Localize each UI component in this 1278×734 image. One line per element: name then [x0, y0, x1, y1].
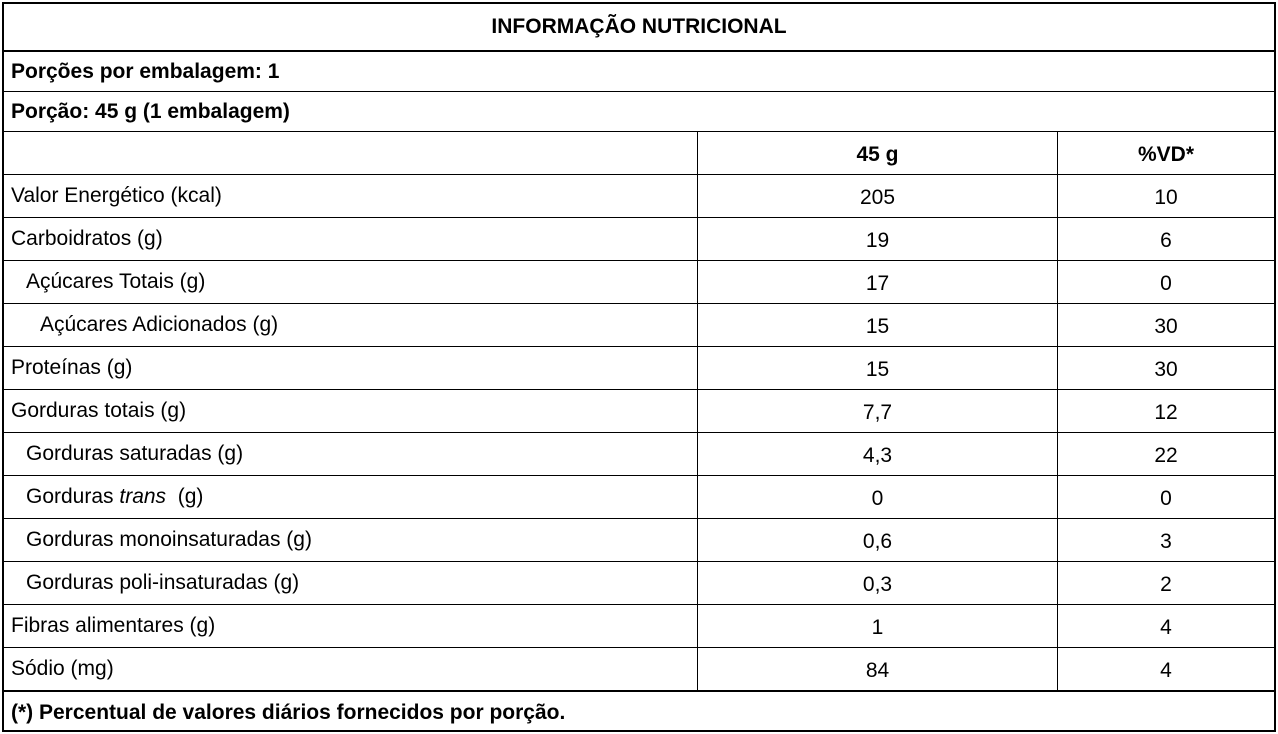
table-title-text: INFORMAÇÃO NUTRICIONAL [491, 15, 787, 38]
nutrient-quantity [698, 347, 1058, 389]
nutrient-name: Gorduras monoinsaturadas (g) [4, 519, 698, 561]
table-row [4, 218, 1274, 261]
table-row [4, 433, 1274, 476]
nutrient-name: Gorduras saturadas (g) [4, 433, 698, 475]
nutrient-daily-value [1058, 519, 1274, 561]
nutrient-daily-value [1058, 648, 1274, 690]
nutrient-daily-value [1058, 175, 1274, 217]
column-header-name [4, 132, 698, 174]
serving-size-text: Porção: 45 g (1 embalagem) [11, 99, 290, 123]
nutrient-daily-value-text: 0 [1160, 487, 1172, 510]
nutrient-name: Gorduras totais (g) [4, 390, 698, 432]
nutrient-name-suffix: (g) [166, 485, 204, 508]
footnote-row [4, 691, 1274, 733]
nutrient-daily-value-text: 2 [1160, 573, 1172, 596]
serving-size-row [4, 92, 1274, 132]
nutrient-daily-value [1058, 562, 1274, 604]
nutrient-quantity [698, 476, 1058, 518]
column-header-daily-value [1058, 132, 1274, 174]
nutrient-daily-value-text: 10 [1154, 186, 1178, 209]
nutrient-daily-value [1058, 304, 1274, 346]
nutrient-quantity-text: 15 [865, 358, 890, 381]
table-row [4, 390, 1274, 433]
column-header-daily-value-text: %VD* [1137, 143, 1195, 166]
nutrient-quantity-text: 4,3 [862, 444, 893, 467]
nutrient-quantity-text: 17 [865, 272, 890, 295]
nutrient-name: Sódio (mg) [4, 648, 698, 690]
table-row [4, 347, 1274, 390]
nutrient-daily-value [1058, 390, 1274, 432]
table-row [4, 261, 1274, 304]
nutrient-daily-value-text: 6 [1160, 229, 1172, 252]
nutrient-quantity [698, 175, 1058, 217]
nutrient-quantity-text: 0,3 [862, 573, 893, 596]
nutrient-name: Gorduras poli-insaturadas (g) [4, 562, 698, 604]
nutrient-daily-value-text: 30 [1154, 358, 1178, 381]
column-header-quantity [698, 132, 1058, 174]
nutrient-quantity [698, 261, 1058, 303]
nutrient-quantity-text: 15 [865, 315, 890, 338]
nutrient-daily-value-text: 0 [1160, 272, 1172, 295]
nutrient-quantity-text: 7,7 [862, 401, 893, 424]
nutrient-quantity-text: 1 [871, 616, 884, 639]
nutrient-name: Açúcares Adicionados (g) [4, 304, 698, 346]
nutrient-name: Proteínas (g) [4, 347, 698, 389]
table-row [4, 562, 1274, 605]
nutrient-quantity [698, 605, 1058, 647]
footnote-text: (*) Percentual de valores diários fornecidos por porção. [11, 700, 566, 724]
nutrient-name [4, 476, 698, 518]
table-row [4, 648, 1274, 691]
table-row [4, 519, 1274, 562]
nutrient-quantity [698, 218, 1058, 260]
nutrient-quantity [698, 304, 1058, 346]
nutrient-name-italic: trans [119, 485, 167, 508]
nutrition-facts-table [2, 2, 1276, 732]
nutrient-quantity [698, 433, 1058, 475]
nutrient-name-prefix: Gorduras [26, 485, 120, 508]
nutrient-quantity-text: 205 [859, 186, 896, 209]
servings-per-package-text: Porções por embalagem: 1 [11, 59, 280, 83]
column-header-row [4, 132, 1274, 175]
nutrient-quantity-text: 0 [871, 487, 884, 510]
nutrient-name: Fibras alimentares (g) [4, 605, 698, 647]
nutrient-daily-value-text: 22 [1154, 444, 1178, 467]
nutrient-name: Açúcares Totais (g) [4, 261, 698, 303]
column-header-quantity-text: 45 g [856, 143, 899, 166]
servings-per-package-row [4, 52, 1274, 92]
table-row [4, 175, 1274, 218]
nutrient-daily-value-text: 12 [1154, 401, 1178, 424]
nutrient-daily-value [1058, 605, 1274, 647]
nutrient-name: Carboidratos (g) [4, 218, 698, 260]
table-row [4, 476, 1274, 519]
table-row [4, 304, 1274, 347]
nutrient-quantity-text: 84 [865, 659, 890, 682]
nutrient-daily-value [1058, 261, 1274, 303]
nutrient-daily-value-text: 4 [1160, 659, 1172, 682]
nutrient-quantity [698, 519, 1058, 561]
nutrient-quantity [698, 648, 1058, 690]
nutrient-daily-value-text: 4 [1160, 616, 1172, 639]
nutrient-daily-value-text: 3 [1160, 530, 1172, 553]
nutrient-daily-value [1058, 476, 1274, 518]
nutrient-quantity-text: 19 [865, 229, 890, 252]
nutrient-name: Valor Energético (kcal) [4, 175, 698, 217]
nutrient-quantity-text: 0,6 [862, 530, 893, 553]
nutrient-quantity [698, 390, 1058, 432]
nutrient-daily-value [1058, 433, 1274, 475]
table-title [4, 4, 1274, 52]
nutrient-daily-value [1058, 347, 1274, 389]
table-row [4, 605, 1274, 648]
nutrient-daily-value [1058, 218, 1274, 260]
nutrient-daily-value-text: 30 [1154, 315, 1178, 338]
nutrient-quantity [698, 562, 1058, 604]
